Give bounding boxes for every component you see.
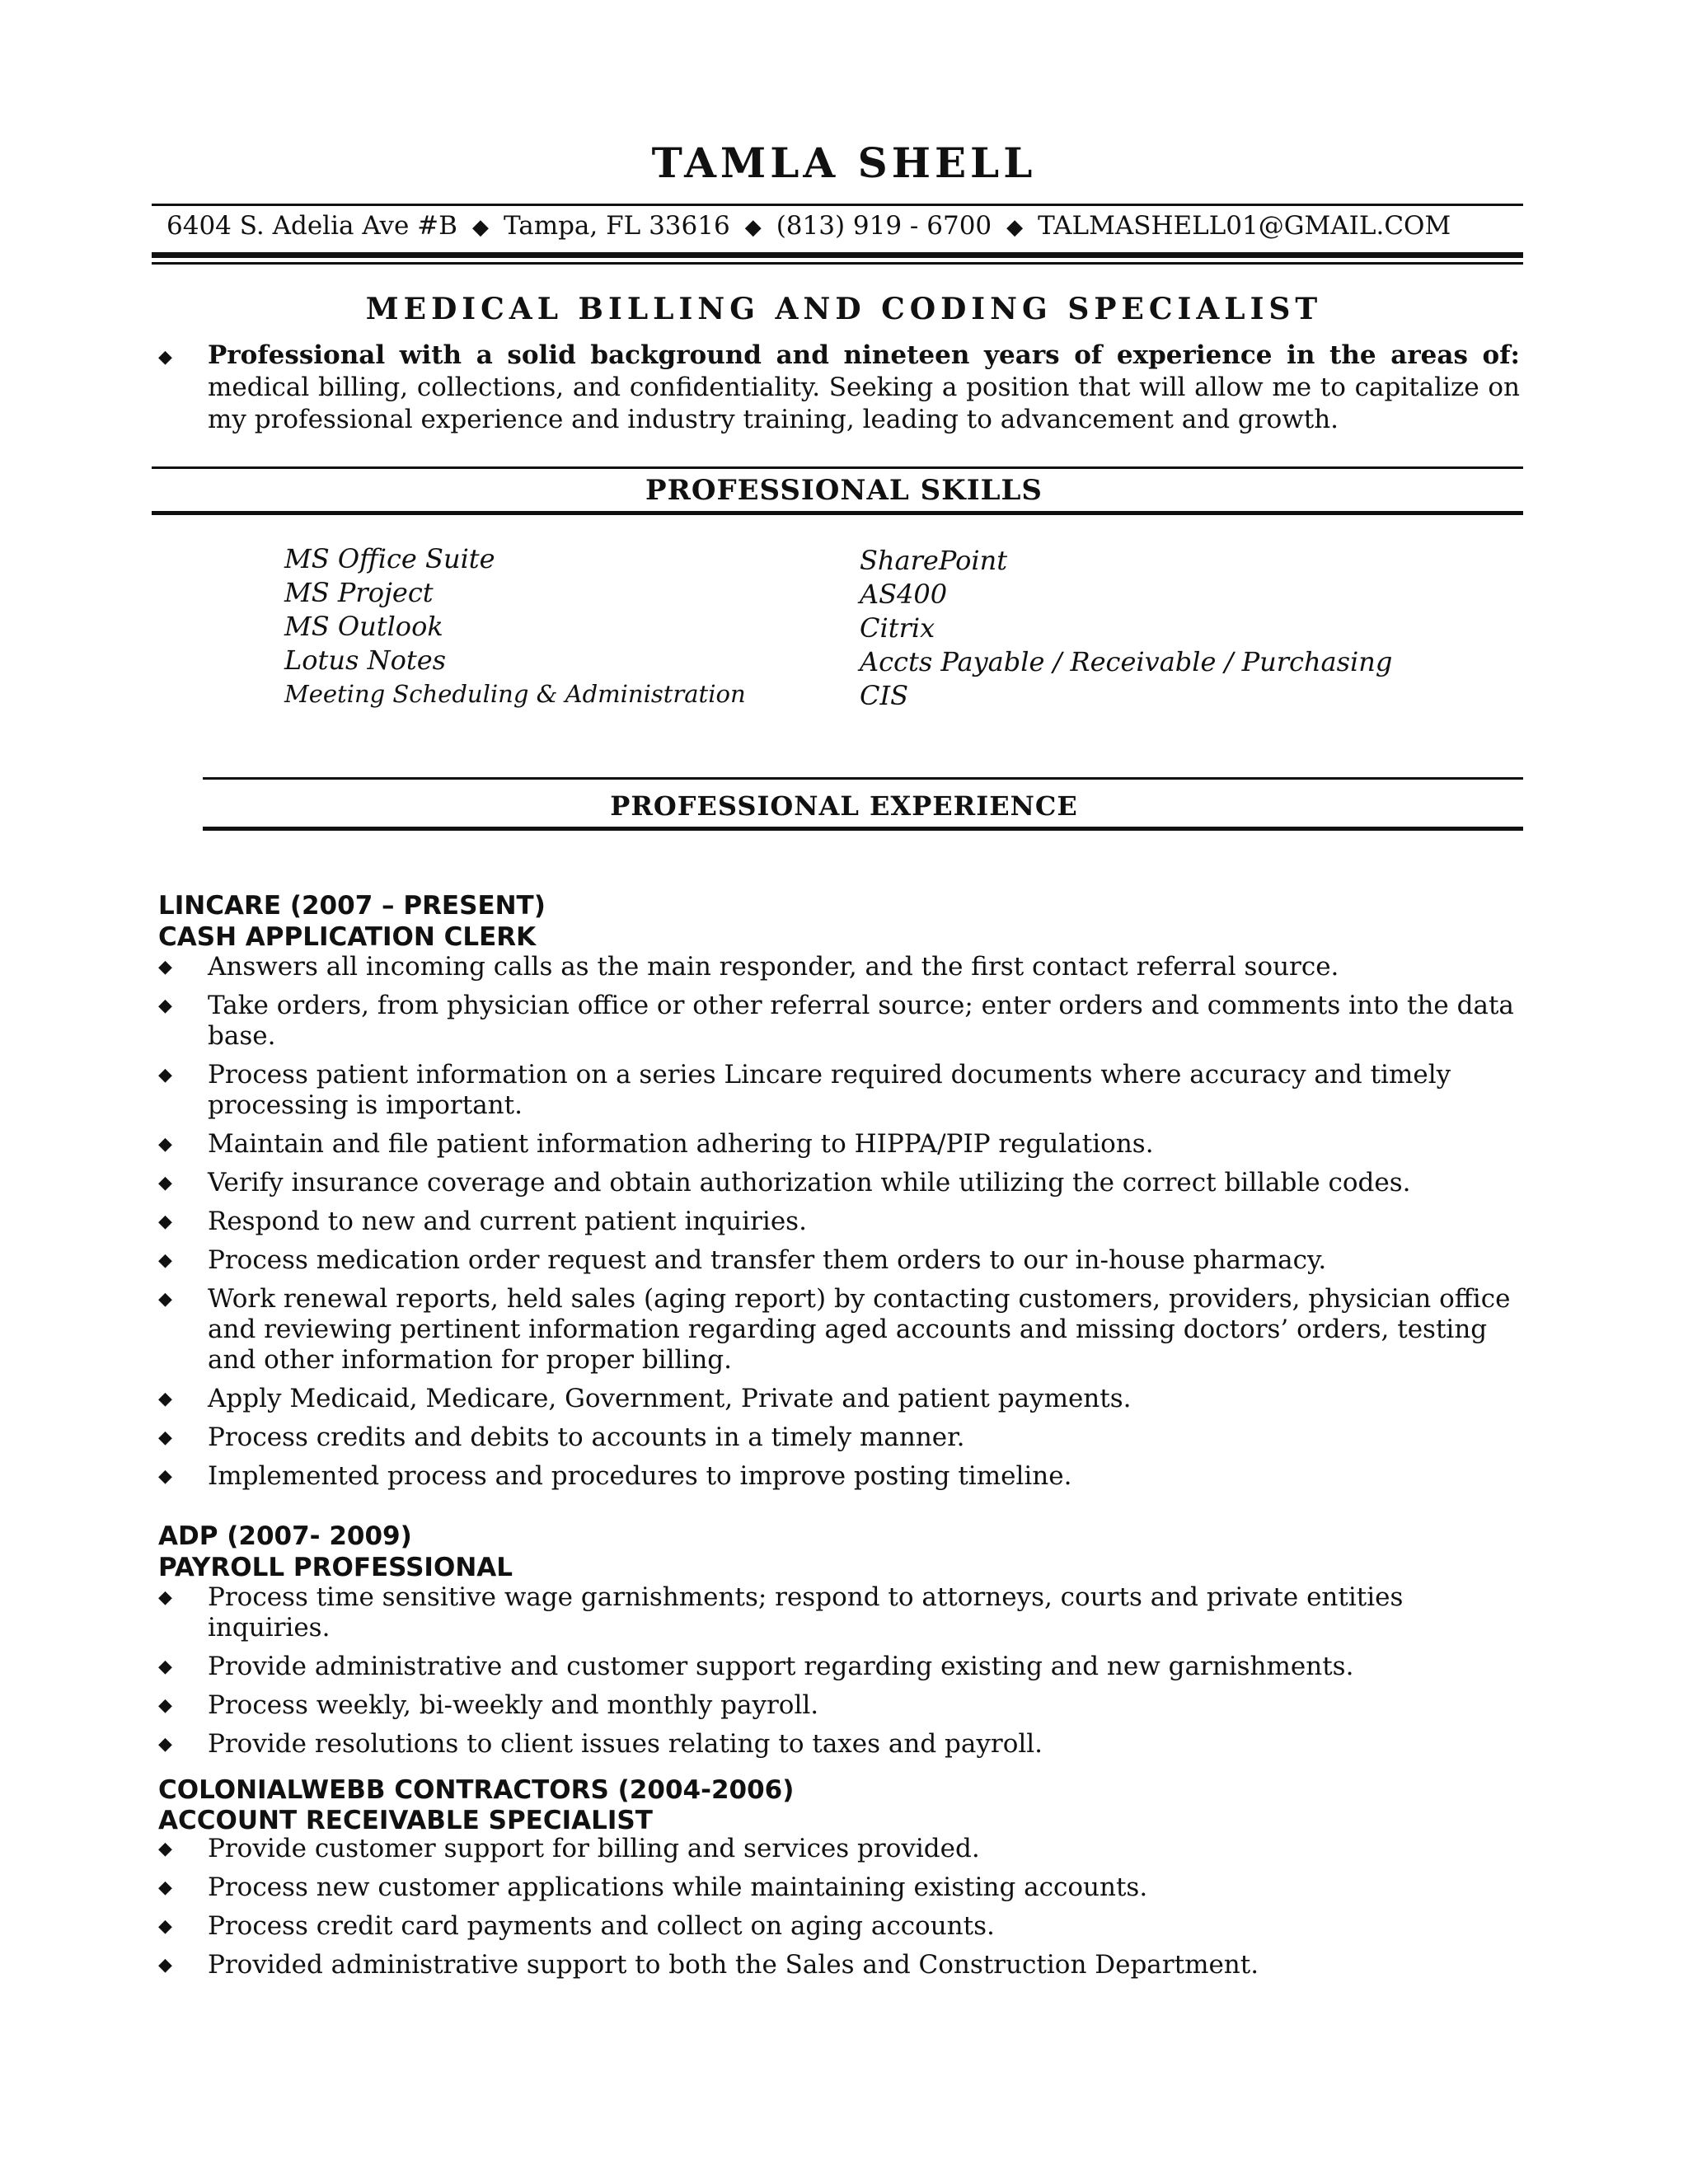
skill-item: CIS bbox=[860, 680, 909, 711]
job-company: COLONIALWEBB CONTRACTORS (2004-2006) bbox=[158, 1775, 795, 1805]
list-item: ◆ Implemented process and procedures to improve posting timeline. bbox=[158, 1461, 1072, 1491]
bullet-diamond-icon: ◆ bbox=[158, 1955, 172, 1975]
list-item: ◆ Provide administrative and customer support regarding existing and new garnishments. bbox=[158, 1652, 1354, 1681]
summary-paragraph bbox=[208, 340, 1520, 436]
contact-city: Tampa, FL 33616 bbox=[503, 211, 730, 241]
list-item: ◆ Process new customer applications while maintaining existing accounts. bbox=[158, 1872, 1148, 1902]
skills-heading: PROFESSIONAL SKILLS bbox=[645, 474, 1043, 507]
list-item: ◆ Process patient information on a series Lincare required documents where accuracy and timely processing is important. bbox=[158, 1060, 1451, 1120]
bullet-diamond-icon: ◆ bbox=[158, 1466, 172, 1487]
skill-item: MS Outlook bbox=[284, 611, 443, 642]
list-item: ◆ Process medication order request and transfer them orders to our in-house pharmacy. bbox=[158, 1245, 1327, 1275]
header-top-rule bbox=[152, 204, 1523, 206]
contact-phone: (813) 919 - 6700 bbox=[776, 211, 992, 241]
experience-bottom-rule bbox=[203, 827, 1523, 831]
skill-item: Accts Payable / Receivable / Purchasing bbox=[860, 646, 1393, 677]
skills-top-rule bbox=[152, 466, 1523, 469]
list-item: ◆ Provide resolutions to client issues relating to taxes and payroll. bbox=[158, 1729, 1043, 1759]
skill-item: Citrix bbox=[860, 612, 935, 644]
skill-item: AS400 bbox=[860, 579, 948, 610]
header-bottom-rule-thick bbox=[152, 252, 1523, 258]
separator-diamond-icon: ◆ bbox=[744, 215, 762, 240]
bullet-diamond-icon: ◆ bbox=[158, 1916, 172, 1937]
bullet-diamond-icon: ◆ bbox=[158, 1839, 172, 1859]
list-item: ◆ Provided administrative support to both the Sales and Construction Department. bbox=[158, 1950, 1259, 1980]
skills-left-column bbox=[284, 542, 746, 711]
summary-bullet-icon: ◆ bbox=[158, 347, 172, 368]
job-company: LINCARE (2007 – PRESENT) bbox=[158, 891, 546, 921]
bullet-diamond-icon: ◆ bbox=[158, 1877, 172, 1898]
summary-text: medical billing, collections, and confidentiality. Seeking a position that will allow me to capitalize on my professional experience and industry training, leading to advancement and growth. bbox=[208, 373, 1520, 434]
list-item: ◆ Process credit card payments and collect on aging accounts. bbox=[158, 1911, 995, 1941]
bullet-diamond-icon: ◆ bbox=[158, 1289, 172, 1310]
bullet-diamond-icon: ◆ bbox=[158, 1587, 172, 1608]
list-item: ◆ Provide customer support for billing and services provided. bbox=[158, 1834, 980, 1863]
list-item: ◆ Work renewal reports, held sales (aging report) by contacting customers, providers, physician office and reviewing pertinent information regarding aged accounts and missing doctors’ orders, testing and other information for proper billing. bbox=[158, 1284, 1511, 1375]
bullet-diamond-icon: ◆ bbox=[158, 1250, 172, 1271]
skill-item: MS Office Suite bbox=[284, 543, 495, 574]
candidate-name: TAMLA SHELL bbox=[651, 138, 1037, 187]
list-item: ◆ Maintain and file patient information adhering to HIPPA/PIP regulations. bbox=[158, 1129, 1154, 1159]
list-item: ◆ Verify insurance coverage and obtain authorization while utilizing the correct billable codes. bbox=[158, 1168, 1411, 1197]
job-bullet-list bbox=[158, 1582, 1526, 1768]
bullet-diamond-icon: ◆ bbox=[158, 1695, 172, 1716]
list-item: ◆ Answers all incoming calls as the main responder, and the first contact referral source. bbox=[158, 952, 1339, 982]
skills-bottom-rule bbox=[152, 511, 1523, 515]
contact-address: 6404 S. Adelia Ave #B bbox=[166, 211, 457, 241]
list-item: ◆ Apply Medicaid, Medicare, Government, Private and patient payments. bbox=[158, 1384, 1132, 1413]
summary-lead: Professional with a solid background and nineteen years of experience in the areas of: bbox=[208, 340, 1520, 370]
list-item: ◆ Respond to new and current patient inquiries. bbox=[158, 1207, 807, 1236]
skill-item: Lotus Notes bbox=[284, 644, 447, 676]
job-bullet-list bbox=[158, 952, 1526, 1500]
job-role: CASH APPLICATION CLERK bbox=[158, 922, 537, 952]
bullet-diamond-icon: ◆ bbox=[158, 1134, 172, 1155]
job-bullet-list bbox=[158, 1834, 1526, 1989]
list-item: ◆ Take orders, from physician office or other referral source; enter orders and comments into the data base. bbox=[158, 991, 1514, 1051]
skills-right-column bbox=[860, 544, 1392, 713]
contact-email: TALMASHELL01@GMAIL.COM bbox=[1038, 211, 1451, 241]
bullet-diamond-icon: ◆ bbox=[158, 996, 172, 1016]
bullet-diamond-icon: ◆ bbox=[158, 1065, 172, 1085]
list-item: ◆ Process time sensitive wage garnishments; respond to attorneys, courts and private entities inquiries. bbox=[158, 1582, 1404, 1643]
bullet-diamond-icon: ◆ bbox=[158, 1173, 172, 1193]
bullet-diamond-icon: ◆ bbox=[158, 957, 172, 977]
bullet-diamond-icon: ◆ bbox=[158, 1427, 172, 1448]
list-item: ◆ Process weekly, bi-weekly and monthly payroll. bbox=[158, 1690, 819, 1720]
skill-item: MS Project bbox=[284, 577, 434, 608]
skill-item: Meeting Scheduling & Administration bbox=[284, 680, 746, 708]
separator-diamond-icon: ◆ bbox=[471, 215, 489, 240]
professional-title: MEDICAL BILLING AND CODING SPECIALIST bbox=[365, 292, 1323, 326]
bullet-diamond-icon: ◆ bbox=[158, 1389, 172, 1409]
job-company: ADP (2007- 2009) bbox=[158, 1521, 412, 1551]
list-item: ◆ Process credits and debits to accounts in a timely manner. bbox=[158, 1422, 965, 1452]
bullet-diamond-icon: ◆ bbox=[158, 1212, 172, 1232]
experience-heading: PROFESSIONAL EXPERIENCE bbox=[610, 790, 1078, 822]
experience-top-rule bbox=[203, 777, 1523, 780]
job-role: PAYROLL PROFESSIONAL bbox=[158, 1553, 513, 1582]
header-bottom-rule-thin bbox=[152, 262, 1523, 265]
bullet-diamond-icon: ◆ bbox=[158, 1657, 172, 1677]
separator-diamond-icon: ◆ bbox=[1006, 215, 1024, 240]
bullet-diamond-icon: ◆ bbox=[158, 1734, 172, 1755]
job-role: ACCOUNT RECEIVABLE SPECIALIST bbox=[158, 1806, 653, 1835]
contact-line bbox=[166, 211, 1518, 241]
skill-item: SharePoint bbox=[860, 545, 1008, 576]
